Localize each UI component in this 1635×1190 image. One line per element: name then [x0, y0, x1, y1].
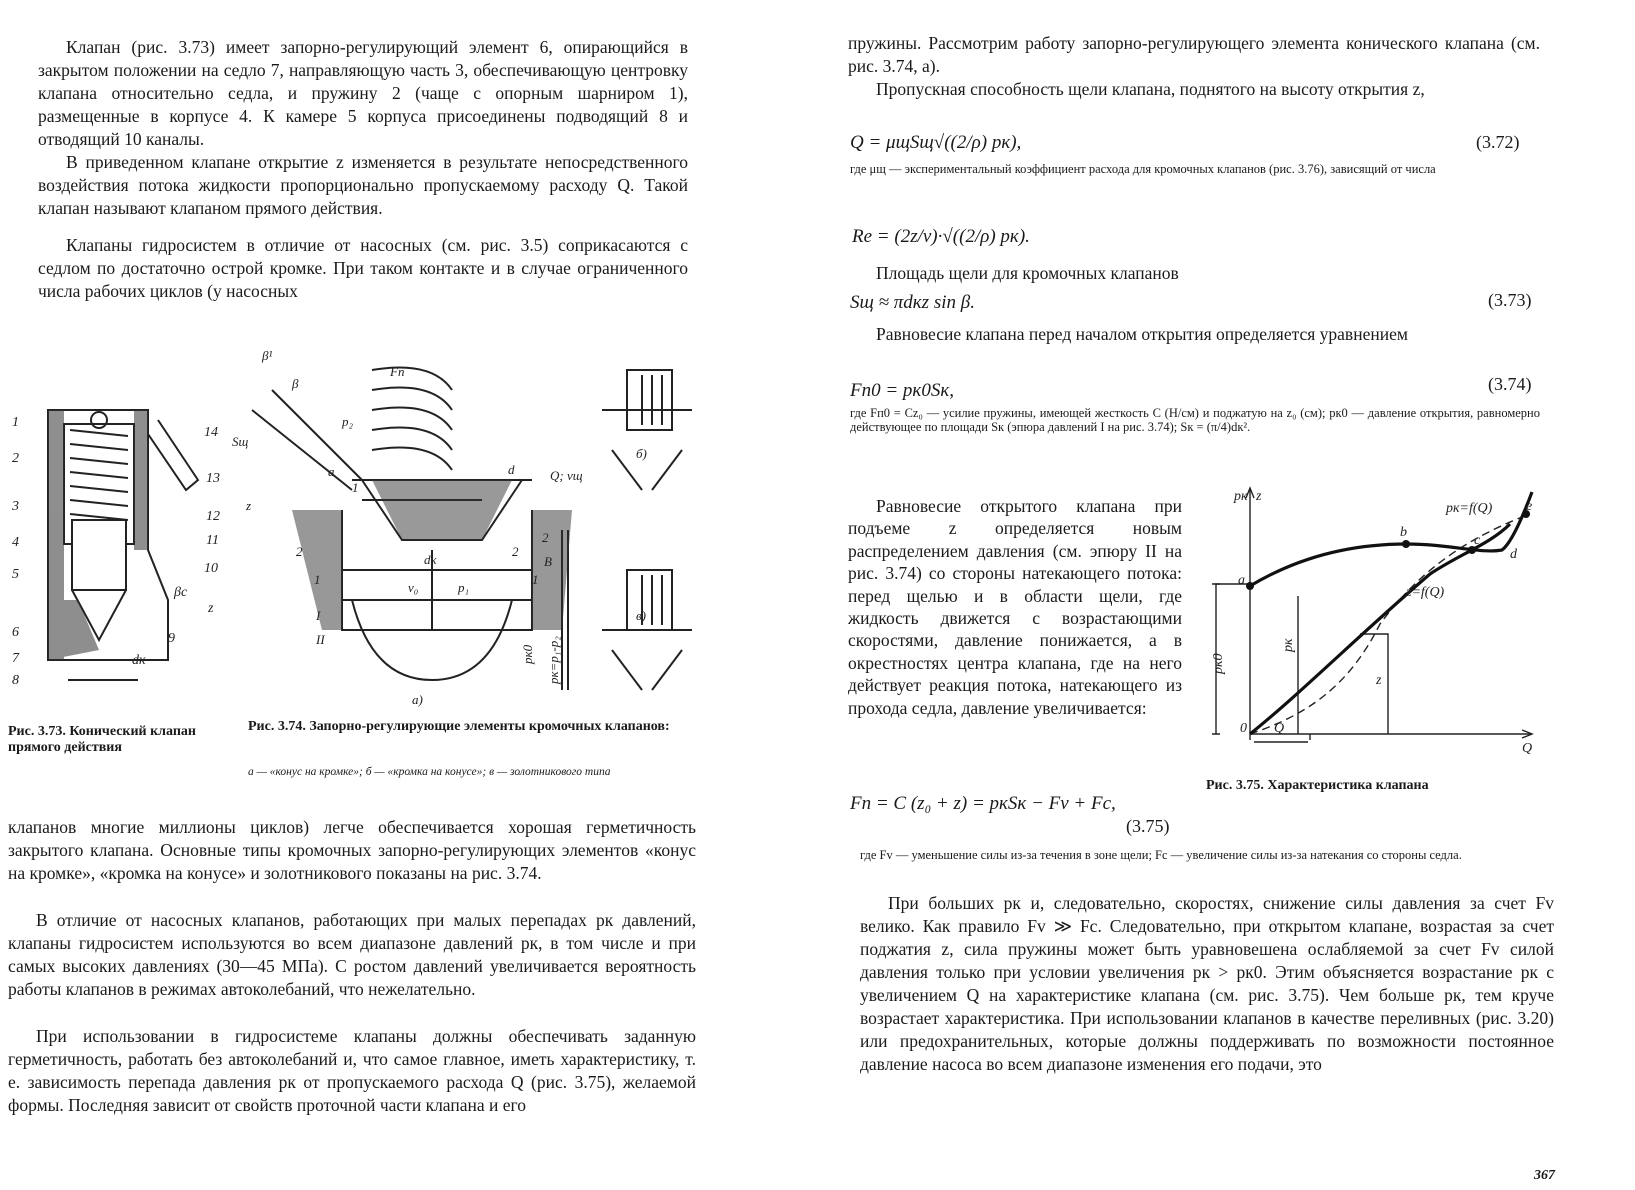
fig73-label-1: 1: [12, 415, 19, 430]
fig74-label-beta: β: [292, 376, 299, 391]
where-3-75: где Fv — уменьшение силы из-за течения в зоне щели; Fc — увеличение силы из-за натекания со стороны седла.: [860, 848, 1462, 862]
fig75-label-pk-level: pк: [1281, 638, 1296, 652]
fig74-label-a-paren: а): [412, 692, 423, 707]
page-number: 367: [1534, 1168, 1555, 1183]
left-para-5: В отличие от насосных клапанов, работающих при малых перепадах pк давлений, клапаны гидросистем используются во всем диапазоне давлений pк, в том числе и при самых высоких давлениях (30—45 МПа). С ростом давлений увеличивается вероятность работы клапанов в режимах автоколебаний, что нежелательно.: [8, 910, 696, 999]
fig73-label-dk: dк: [132, 653, 146, 668]
fig73-label-7: 7: [12, 651, 19, 666]
fig73-label-11: 11: [206, 533, 219, 548]
left-para-2: В приведенном клапане открытие z изменяется в результате непосредственного воздействия потока жидкости пропорционально пропускаемому расходу Q. Такой клапан называют клапаном прямого действия.: [38, 152, 688, 218]
fig75-label-b: b: [1400, 525, 1407, 540]
fig73-label-6: 6: [12, 625, 19, 640]
fig74-label-beta1: β¹: [262, 348, 273, 363]
fig75-label-pk-curve: pк=f(Q): [1446, 501, 1493, 516]
right-page: [848, 0, 1635, 1190]
fig74-label-fp: Fп: [390, 364, 405, 379]
equation-3-73: Sщ ≈ πdкz sin β.: [850, 292, 975, 313]
equation-3-74: Fп0 = pк0Sк,: [850, 380, 954, 401]
fig75-label-origin: 0: [1240, 721, 1247, 736]
equation-reynolds: Re = (2z/ν)·√((2/ρ) pк).: [852, 226, 1030, 247]
fig74-label-II: II: [316, 632, 325, 647]
figure-3-75: [1210, 484, 1536, 759]
figure-3-74: [232, 330, 700, 710]
equation-3-74-number: (3.74): [1488, 374, 1532, 394]
left-para-1: Клапан (рис. 3.73) имеет запорно-регулирующий элемент 6, опирающийся в закрытом положении на седло 7, направляющую часть 3, обеспечивающую центровку клапана относительно седла, и пружину 2 (чаще с опорным шарниром 1), размещенные в корпусе 4. К камере 5 корпуса присоединены подводящий 8 и отводящий 10 каналы.: [38, 37, 688, 149]
fig74-label-z: z: [246, 498, 252, 513]
fig75-label-z-level: z: [1376, 673, 1382, 688]
right-para-6: При больших pк и, следовательно, скоростях, снижение силы давления за счет Fv велико. Как правило Fv ≫ Fc. Следовательно, при открытом клапане, возрастая за счет поджатия z, сила пружины может быть уравновешена ослабляемой за счет Fv силой давления только при условии увеличения pк > pк0. Этим объясняется возрастание pк с увеличением Q на характеристике клапана (см. рис. 3.75). Чем больше pк, тем круче возрастает характеристика. При использовании клапанов в качестве переливных (рис. 3.20) или предохранительных, которые должны поддерживать по возможности постоянное давление насоса во всем диапазоне изменения его подачи, это: [860, 893, 1554, 1074]
right-para-1: пружины. Рассмотрим работу запорно-регулирующего элемента конического клапана (см. рис. 3.74, а).: [848, 33, 1540, 76]
fig75-label-e: e: [1526, 499, 1533, 514]
fig75-caption: Рис. 3.75. Характеристика клапана: [1206, 778, 1429, 793]
fig75-label-pk-axis: pк: [1234, 489, 1248, 504]
fig75-label-c: c: [1474, 533, 1481, 548]
figure-3-73: [8, 400, 226, 700]
fig74-label-I: I: [316, 608, 321, 623]
where-3-74: где Fп0 = Cz₀ — усилие пружины, имеющей жесткость C (Н/см) и поджатую на z₀ (см); pк0 — давление открытия, равномерно действующее по площади Sк (эпюра давлений I на рис. 3.74); Sк = (π/4)dк².: [850, 406, 1540, 434]
fig73-label-13: 13: [206, 471, 220, 486]
fig74-label-v-paren: в): [636, 608, 646, 623]
equation-3-72-number: (3.72): [1476, 132, 1520, 152]
right-para-3: Площадь щели для кромочных клапанов: [876, 263, 1179, 283]
fig73-caption: Рис. 3.73. Конический клапан прямого действия: [8, 724, 196, 755]
left-para-6: При использовании в гидросистеме клапаны должны обеспечивать заданную герметичность, работать без автоколебаний и, что самое главное, иметь характеристику, т. е. зависимость перепада давления pк от пропускаемого расхода Q (рис. 3.75), желаемой формы. Последняя зависит от свойств проточной части клапана и его: [8, 1026, 696, 1115]
fig74-label-2c: 2: [542, 530, 549, 545]
equation-3-72: Q = μщSщ√((2/ρ) pк),: [850, 132, 1022, 153]
fig73-label-8: 8: [12, 673, 19, 688]
fig74-label-b: B: [544, 554, 552, 569]
fig74-label-2b: 2: [512, 544, 519, 559]
left-page: [0, 0, 780, 1190]
fig74-label-pk0: pк0: [520, 644, 535, 664]
fig74-caption: Рис. 3.74. Запорно-регулирующие элементы кромочных клапанов:: [248, 719, 670, 734]
fig73-label-4: 4: [12, 535, 19, 550]
fig75-label-q-axis: Q: [1522, 741, 1533, 756]
equation-3-75-number: (3.75): [1126, 816, 1170, 836]
fig74-label-v0: v₀: [408, 580, 419, 595]
fig73-label-3: 3: [12, 499, 19, 514]
fig75-label-z-axis: z: [1256, 489, 1262, 504]
fig73-label-14: 14: [204, 425, 218, 440]
fig74-subcaption: а — «конус на кромке»; б — «кромка на конусе»; в — золотникового типа: [248, 766, 611, 778]
equation-3-73-number: (3.73): [1488, 290, 1532, 310]
fig74-label-p2: p₂: [342, 414, 354, 429]
where-3-72: где μщ — экспериментальный коэффициент расхода для кромочных клапанов (рис. 3.76), зависящий от числа: [850, 162, 1436, 176]
fig74-label-1a: 1: [352, 480, 359, 495]
left-para-4: клапанов многие миллионы циклов) легче обеспечивается хорошая герметичность закрытого клапана. Основные типы кромочных запорно-регулирующих элементов «конус на кромке», «кромка на конусе» и золотникового показаны на рис. 3.74.: [8, 817, 696, 883]
fig74-label-s-sh: Sщ: [232, 434, 249, 449]
fig74-label-b-paren: б): [636, 446, 647, 461]
fig75-label-q-interval: Q: [1274, 721, 1285, 736]
equation-3-75: Fп = C (z₀ + z) = pкSк − Fv + Fc,: [850, 793, 1116, 814]
fig74-label-pk-eq: pк=p₁-p₂: [546, 636, 561, 684]
fig74-label-1b: 1: [314, 572, 321, 587]
fig75-label-pk0: pк0: [1211, 653, 1226, 674]
fig75-label-d: d: [1510, 547, 1517, 562]
fig74-label-2a: 2: [296, 544, 303, 559]
fig74-label-dk: dк: [424, 552, 437, 567]
fig73-label-z: z: [208, 601, 214, 616]
fig73-label-beta-c: βc: [174, 585, 188, 600]
fig73-label-10: 10: [204, 561, 218, 576]
fig74-label-q-v: Q; vщ: [550, 468, 583, 483]
fig74-label-d: d: [508, 462, 515, 477]
fig75-label-z-curve: z=f(Q): [1406, 585, 1445, 600]
fig75-label-a: a: [1238, 573, 1245, 588]
fig73-label-5: 5: [12, 567, 19, 582]
fig73-label-12: 12: [206, 509, 220, 524]
fig74-label-p1: p₁: [458, 580, 470, 595]
fig74-label-1c: 1: [532, 572, 539, 587]
left-para-3: Клапаны гидросистем в отличие от насосных (см. рис. 3.5) соприкасаются с седлом по достаточно острой кромке. При таком контакте и в случае ограниченного числа рабочих циклов (у насосных: [38, 235, 688, 301]
right-para-5: Равновесие открытого клапана при подъеме z определяется новым распределением давления (см. эпюру II на рис. 3.74) со стороны натекающего потока: перед щелью и в области щели, где жидкость движется с возрастающими скоростями, давление понижается, а в окрестностях центра клапана, где на него действует реакция потока, натекающего из прохода седла, давление увеличивается:: [848, 496, 1182, 718]
fig74-label-a: a: [328, 464, 335, 479]
fig73-label-9: 9: [168, 631, 175, 646]
right-para-2: Пропускная способность щели клапана, поднятого на высоту открытия z,: [876, 79, 1425, 99]
fig73-label-2: 2: [12, 451, 19, 466]
right-para-4: Равновесие клапана перед началом открытия определяется уравнением: [876, 324, 1408, 344]
